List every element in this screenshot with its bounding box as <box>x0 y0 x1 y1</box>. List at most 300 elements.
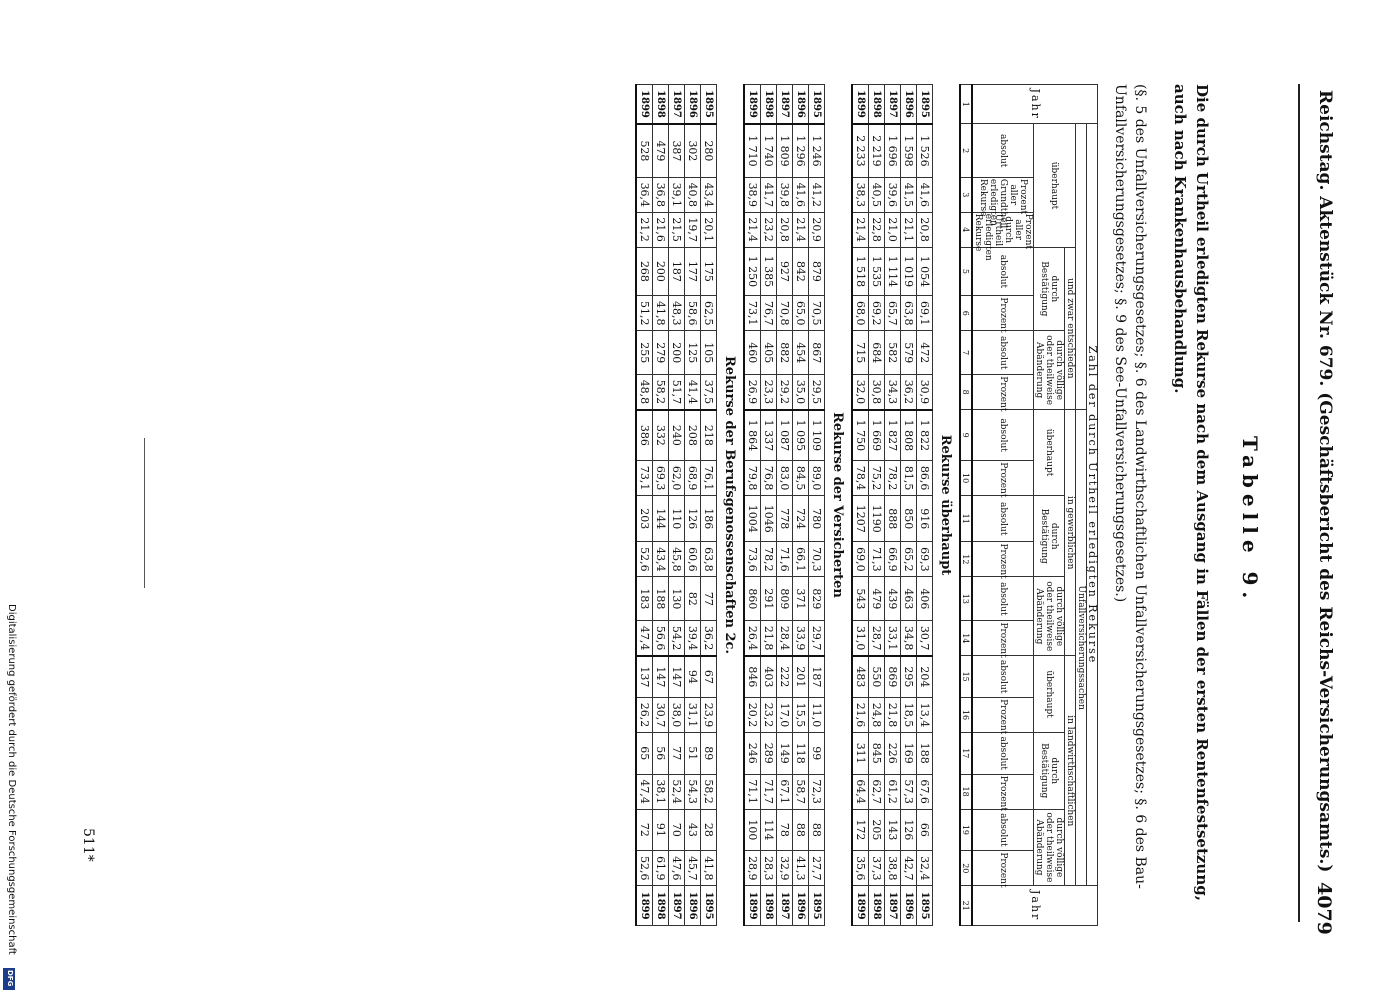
scan-rule <box>144 438 145 588</box>
sub-prozent: Prozent <box>972 621 1034 656</box>
value-cell: 387 <box>669 124 685 177</box>
value-cell: 126 <box>901 809 917 851</box>
value-cell: 64,4 <box>852 774 869 809</box>
value-cell: 28,3 <box>761 851 777 886</box>
value-cell: 63,8 <box>901 296 917 331</box>
column-number: 14 <box>960 621 972 656</box>
value-cell: 26,9 <box>744 375 761 410</box>
value-cell: 110 <box>669 496 685 542</box>
year-cell: 1895 <box>917 886 933 926</box>
table-row <box>777 85 793 926</box>
table-row <box>761 85 777 926</box>
value-cell: 860 <box>744 577 761 621</box>
value-cell: 52,6 <box>636 542 653 577</box>
value-cell: 1046 <box>761 496 777 542</box>
value-cell: 118 <box>793 732 809 774</box>
column-number: 7 <box>960 331 972 375</box>
table-row <box>809 85 825 926</box>
value-cell: 71,1 <box>744 774 761 809</box>
value-cell: 13,4 <box>917 698 933 733</box>
table-row <box>685 85 701 926</box>
value-cell: 78,2 <box>761 542 777 577</box>
value-cell: 52,4 <box>669 774 685 809</box>
value-cell: 20,8 <box>777 212 793 247</box>
value-cell: 41,5 <box>901 177 917 212</box>
value-cell: 42,7 <box>901 851 917 886</box>
year-cell: 1898 <box>869 886 885 926</box>
value-cell: 1 598 <box>901 124 917 177</box>
column-number-row <box>960 85 972 926</box>
dfg-logo <box>3 968 15 990</box>
value-cell: 778 <box>777 496 793 542</box>
value-cell: 73,6 <box>744 542 761 577</box>
value-cell: 77 <box>669 732 685 774</box>
subtitle-laws: (§. 5 des Unfallversicherungsgesetzes; §. 6 des Landwirthschaftlichen Unfallversicherungsgesetzes; §. 6 des Bau-Unfallversicherungsgesetzes; §. 9 des See-Unfallversicherungsgesetzes.) <box>1112 84 1148 889</box>
value-cell: 33,9 <box>793 621 809 656</box>
value-cell: 31,1 <box>685 698 701 733</box>
value-cell: 200 <box>653 247 669 296</box>
value-cell: 1 114 <box>885 247 901 296</box>
year-cell: 1895 <box>917 85 933 124</box>
sub-absolut: absolut <box>972 656 1034 698</box>
column-number: 11 <box>960 496 972 542</box>
value-cell: 89 <box>701 732 717 774</box>
value-cell: 41,6 <box>793 177 809 212</box>
column-number: 17 <box>960 732 972 774</box>
value-cell: 47,4 <box>636 774 653 809</box>
value-cell: 66,9 <box>885 542 901 577</box>
value-cell: 483 <box>852 656 869 698</box>
value-cell: 62,0 <box>669 461 685 496</box>
value-cell: 125 <box>685 331 701 375</box>
value-cell: 1 246 <box>809 124 825 177</box>
table-row <box>653 85 669 926</box>
value-cell: 1 250 <box>744 247 761 296</box>
table-row <box>701 85 717 926</box>
value-cell: 67 <box>701 656 717 698</box>
value-cell: 70,8 <box>777 296 793 331</box>
value-cell: 20,2 <box>744 698 761 733</box>
sub-prozent: Prozent <box>972 375 1034 410</box>
year-cell: 1895 <box>809 85 825 124</box>
value-cell: 268 <box>636 247 653 296</box>
header-bestaetigung-1: durch Bestätigung <box>1034 247 1065 331</box>
table-row <box>869 85 885 926</box>
table-row <box>669 85 685 926</box>
section-heading-row <box>825 85 853 926</box>
year-cell: 1898 <box>761 886 777 926</box>
value-cell: 1 337 <box>761 410 777 461</box>
value-cell: 130 <box>669 577 685 621</box>
value-cell: 36,8 <box>653 177 669 212</box>
value-cell: 100 <box>744 809 761 851</box>
value-cell: 58,2 <box>653 375 669 410</box>
value-cell: 1 750 <box>852 410 869 461</box>
section-heading: Rekurse überhaupt <box>938 434 954 576</box>
value-cell: 43,4 <box>701 177 717 212</box>
value-cell: 280 <box>701 124 717 177</box>
header-ueberhaupt: überhaupt <box>1034 124 1076 247</box>
value-cell: 20,8 <box>917 212 933 247</box>
column-number: 5 <box>960 247 972 296</box>
value-cell: 203 <box>636 496 653 542</box>
header-jahr-left: Jahr <box>972 85 1098 124</box>
value-cell: 439 <box>885 577 901 621</box>
value-cell: 183 <box>636 577 653 621</box>
year-cell: 1897 <box>885 85 901 124</box>
column-number: 10 <box>960 461 972 496</box>
value-cell: 73,1 <box>636 461 653 496</box>
year-cell: 1898 <box>653 85 669 124</box>
column-number: 21 <box>960 886 972 926</box>
value-cell: 36,2 <box>701 621 717 656</box>
value-cell: 62,5 <box>701 296 717 331</box>
value-cell: 78 <box>777 809 793 851</box>
value-cell: 1207 <box>852 496 869 542</box>
value-cell: 29,7 <box>809 621 825 656</box>
value-cell: 35,0 <box>793 375 809 410</box>
value-cell: 36,4 <box>636 177 653 212</box>
value-cell: 51,7 <box>669 375 685 410</box>
header-bestaetigung-3: durch Bestätigung <box>1034 732 1065 809</box>
value-cell: 78,4 <box>852 461 869 496</box>
value-cell: 30,9 <box>917 375 933 410</box>
year-cell: 1897 <box>885 886 901 926</box>
value-cell: 70,3 <box>809 542 825 577</box>
value-cell: 76,8 <box>761 461 777 496</box>
value-cell: 37,3 <box>869 851 885 886</box>
column-number: 2 <box>960 124 972 177</box>
value-cell: 22,8 <box>869 212 885 247</box>
year-cell: 1897 <box>669 886 685 926</box>
value-cell: 82 <box>685 577 701 621</box>
header-und-zwar-1: und zwar entschieden <box>1065 247 1076 410</box>
value-cell: 20,1 <box>701 212 717 247</box>
value-cell: 147 <box>669 656 685 698</box>
value-cell: 169 <box>901 732 917 774</box>
value-cell: 472 <box>917 331 933 375</box>
year-cell: 1899 <box>636 886 653 926</box>
value-cell: 51 <box>685 732 701 774</box>
column-number: 1 <box>960 85 972 124</box>
value-cell: 1 809 <box>777 124 793 177</box>
value-cell: 582 <box>885 331 901 375</box>
value-cell: 45,8 <box>669 542 685 577</box>
table-row <box>885 85 901 926</box>
year-cell: 1896 <box>793 886 809 926</box>
value-cell: 71,6 <box>777 542 793 577</box>
value-cell: 65,2 <box>901 542 917 577</box>
value-cell: 1190 <box>869 496 885 542</box>
value-cell: 1 864 <box>744 410 761 461</box>
value-cell: 36,2 <box>901 375 917 410</box>
column-number: 16 <box>960 698 972 733</box>
page-number-bottom: 511* <box>80 828 96 862</box>
value-cell: 30,7 <box>653 698 669 733</box>
section-heading-row <box>933 85 961 926</box>
value-cell: 188 <box>653 577 669 621</box>
section-heading: Rekurse der Berufsgenossenschaften 2c. <box>722 356 738 654</box>
table-title: Tabelle 9. <box>1238 436 1262 605</box>
value-cell: 94 <box>685 656 701 698</box>
value-cell: 68,0 <box>852 296 869 331</box>
value-cell: 1 710 <box>744 124 761 177</box>
value-cell: 41,4 <box>685 375 701 410</box>
value-cell: 149 <box>777 732 793 774</box>
value-cell: 371 <box>793 577 809 621</box>
header-gewerblich: in gewerblichen <box>1065 410 1076 656</box>
header-caption: Zahl der durch Urtheil erledigten Rekurse <box>1087 124 1098 886</box>
value-cell: 21,6 <box>653 212 669 247</box>
value-cell: 65,0 <box>793 296 809 331</box>
year-cell: 1899 <box>744 886 761 926</box>
value-cell: 460 <box>744 331 761 375</box>
value-cell: 255 <box>636 331 653 375</box>
value-cell: 1 822 <box>917 410 933 461</box>
value-cell: 1 385 <box>761 247 777 296</box>
value-cell: 41,8 <box>653 296 669 331</box>
column-number: 20 <box>960 851 972 886</box>
value-cell: 126 <box>685 496 701 542</box>
value-cell: 1 019 <box>901 247 917 296</box>
table-row <box>917 85 933 926</box>
value-cell: 88 <box>809 809 825 851</box>
page-number-top: 4079 <box>1313 882 1335 935</box>
value-cell: 579 <box>901 331 917 375</box>
value-cell: 21,2 <box>636 212 653 247</box>
value-cell: 21,6 <box>852 698 869 733</box>
value-cell: 43,4 <box>653 542 669 577</box>
value-cell: 56,6 <box>653 621 669 656</box>
value-cell: 528 <box>636 124 653 177</box>
value-cell: 29,2 <box>777 375 793 410</box>
value-cell: 882 <box>777 331 793 375</box>
value-cell: 18,5 <box>901 698 917 733</box>
digitization-credit: Digitalisierung gefördert durch die Deutsche Forschungsgemeinschaft <box>6 604 17 955</box>
value-cell: 30,7 <box>917 621 933 656</box>
value-cell: 31,0 <box>852 621 869 656</box>
value-cell: 65,7 <box>885 296 901 331</box>
value-cell: 38,3 <box>852 177 869 212</box>
value-cell: 172 <box>852 809 869 851</box>
year-cell: 1899 <box>852 85 869 124</box>
value-cell: 30,8 <box>869 375 885 410</box>
value-cell: 54,2 <box>669 621 685 656</box>
value-cell: 2 219 <box>869 124 885 177</box>
value-cell: 780 <box>809 496 825 542</box>
value-cell: 39,4 <box>685 621 701 656</box>
value-cell: 41,7 <box>761 177 777 212</box>
value-cell: 88 <box>793 809 809 851</box>
value-cell: 69,1 <box>917 296 933 331</box>
value-cell: 60,6 <box>685 542 701 577</box>
table-row <box>744 85 761 926</box>
value-cell: 58,7 <box>793 774 809 809</box>
value-cell: 21,1 <box>901 212 917 247</box>
value-cell: 71,3 <box>869 542 885 577</box>
value-cell: 99 <box>809 732 825 774</box>
column-number: 8 <box>960 375 972 410</box>
value-cell: 40,5 <box>869 177 885 212</box>
column-number: 19 <box>960 809 972 851</box>
value-cell: 137 <box>636 656 653 698</box>
value-cell: 187 <box>809 656 825 698</box>
value-cell: 879 <box>809 247 825 296</box>
value-cell: 83,0 <box>777 461 793 496</box>
value-cell: 61,9 <box>653 851 669 886</box>
value-cell: 201 <box>793 656 809 698</box>
value-cell: 86,6 <box>917 461 933 496</box>
value-cell: 21,8 <box>761 621 777 656</box>
value-cell: 33,1 <box>885 621 901 656</box>
value-cell: 405 <box>761 331 777 375</box>
value-cell: 20,9 <box>809 212 825 247</box>
value-cell: 70,5 <box>809 296 825 331</box>
value-cell: 75,2 <box>869 461 885 496</box>
value-cell: 724 <box>793 496 809 542</box>
value-cell: 291 <box>761 577 777 621</box>
header-ueberhaupt-l: überhaupt <box>1034 656 1065 733</box>
value-cell: 28,4 <box>777 621 793 656</box>
header-abaenderung-2: durch völlige oder theilweise Abänderung <box>1034 577 1065 656</box>
value-cell: 332 <box>653 410 669 461</box>
value-cell: 21,5 <box>669 212 685 247</box>
value-cell: 1 054 <box>917 247 933 296</box>
value-cell: 302 <box>685 124 701 177</box>
header-jahr-right: Jahr <box>972 886 1098 926</box>
value-cell: 23,3 <box>761 375 777 410</box>
value-cell: 888 <box>885 496 901 542</box>
value-cell: 27,7 <box>809 851 825 886</box>
column-number: 9 <box>960 410 972 461</box>
subtitle-main: Die durch Urtheil erledigten Rekurse nach dem Ausgang in Fällen der ersten Rentenfestsetzung, auch nach Krankenhausbehandlung. <box>1171 84 1211 901</box>
value-cell: 69,3 <box>653 461 669 496</box>
section-heading: Rekurse der Versicherten <box>830 412 846 598</box>
value-cell: 218 <box>701 410 717 461</box>
value-cell: 927 <box>777 247 793 296</box>
column-number: 12 <box>960 542 972 577</box>
value-cell: 73,1 <box>744 296 761 331</box>
sub-prozent-urtheil: Prozent aller durch Urtheil erledigten Rekurse <box>973 213 1033 261</box>
table-row <box>852 85 869 926</box>
value-cell: 479 <box>653 124 669 177</box>
value-cell: 1 808 <box>901 410 917 461</box>
value-cell: 226 <box>885 732 901 774</box>
value-cell: 143 <box>885 809 901 851</box>
value-cell: 1 669 <box>869 410 885 461</box>
value-cell: 41,3 <box>793 851 809 886</box>
year-cell: 1895 <box>809 886 825 926</box>
value-cell: 76,1 <box>701 461 717 496</box>
value-cell: 867 <box>809 331 825 375</box>
value-cell: 32,4 <box>917 851 933 886</box>
column-number: 6 <box>960 296 972 331</box>
value-cell: 47,6 <box>669 851 685 886</box>
value-cell: 144 <box>653 496 669 542</box>
value-cell: 204 <box>917 656 933 698</box>
value-cell: 39,1 <box>669 177 685 212</box>
value-cell: 38,8 <box>885 851 901 886</box>
year-cell: 1896 <box>685 886 701 926</box>
value-cell: 72 <box>636 809 653 851</box>
value-cell: 26,2 <box>636 698 653 733</box>
header-unfallsachen: Unfallversicherungssachen <box>1076 410 1087 886</box>
year-cell: 1896 <box>793 85 809 124</box>
value-cell: 57,3 <box>901 774 917 809</box>
value-cell: 38,9 <box>744 177 761 212</box>
running-head-text: Reichstag. Aktenstück Nr. 679. (Geschäftsbericht des Reichs-Versicherungsamts.) <box>1315 90 1335 873</box>
value-cell: 311 <box>852 732 869 774</box>
value-cell: 1 827 <box>885 410 901 461</box>
sub-absolut: absolut <box>972 496 1034 542</box>
value-cell: 386 <box>636 410 653 461</box>
sub-absolut: absolut <box>972 124 1034 177</box>
value-cell: 809 <box>777 577 793 621</box>
value-cell: 23,9 <box>701 698 717 733</box>
sub-absolut: absolut <box>972 331 1034 375</box>
value-cell: 543 <box>852 577 869 621</box>
sub-prozent: Prozent <box>972 698 1034 733</box>
value-cell: 69,2 <box>869 296 885 331</box>
value-cell: 463 <box>901 577 917 621</box>
value-cell: 71,7 <box>761 774 777 809</box>
year-cell: 1898 <box>761 85 777 124</box>
rekurse-table <box>635 84 1098 926</box>
value-cell: 21,4 <box>793 212 809 247</box>
sub-prozent: Prozent <box>972 461 1034 496</box>
year-cell: 1897 <box>777 85 793 124</box>
header-abaenderung-1: durch völlige oder theilweise Abänderung <box>1034 331 1065 410</box>
value-cell: 17,0 <box>777 698 793 733</box>
value-cell: 29,5 <box>809 375 825 410</box>
value-cell: 38,1 <box>653 774 669 809</box>
section-heading-row <box>717 85 745 926</box>
sub-absolut: absolut <box>972 732 1034 774</box>
value-cell: 39,6 <box>885 177 901 212</box>
value-cell: 40,8 <box>685 177 701 212</box>
value-cell: 68,9 <box>685 461 701 496</box>
value-cell: 52,6 <box>636 851 653 886</box>
value-cell: 45,7 <box>685 851 701 886</box>
year-cell: 1897 <box>669 85 685 124</box>
value-cell: 479 <box>869 577 885 621</box>
value-cell: 715 <box>852 331 869 375</box>
value-cell: 869 <box>885 656 901 698</box>
value-cell: 32,9 <box>777 851 793 886</box>
value-cell: 846 <box>744 656 761 698</box>
value-cell: 66,1 <box>793 542 809 577</box>
value-cell: 37,5 <box>701 375 717 410</box>
value-cell: 67,6 <box>917 774 933 809</box>
sub-prozent-alle: Prozent aller Grundtheil erledigten Rekurse <box>972 177 1034 212</box>
value-cell: 61,2 <box>885 774 901 809</box>
sub-absolut: absolut <box>972 247 1034 296</box>
sub-prozent: Prozent <box>972 774 1034 809</box>
value-cell: 81,5 <box>901 461 917 496</box>
value-cell: 76,7 <box>761 296 777 331</box>
column-number: 4 <box>960 212 972 247</box>
table-row <box>901 85 917 926</box>
value-cell: 1004 <box>744 496 761 542</box>
header-abaenderung-3: durch völlige oder theilweise Abänderung <box>1034 809 1065 886</box>
value-cell: 62,7 <box>869 774 885 809</box>
value-cell: 67,1 <box>777 774 793 809</box>
value-cell: 91 <box>653 809 669 851</box>
value-cell: 21,0 <box>885 212 901 247</box>
value-cell: 21,4 <box>744 212 761 247</box>
year-cell: 1896 <box>901 85 917 124</box>
value-cell: 48,8 <box>636 375 653 410</box>
